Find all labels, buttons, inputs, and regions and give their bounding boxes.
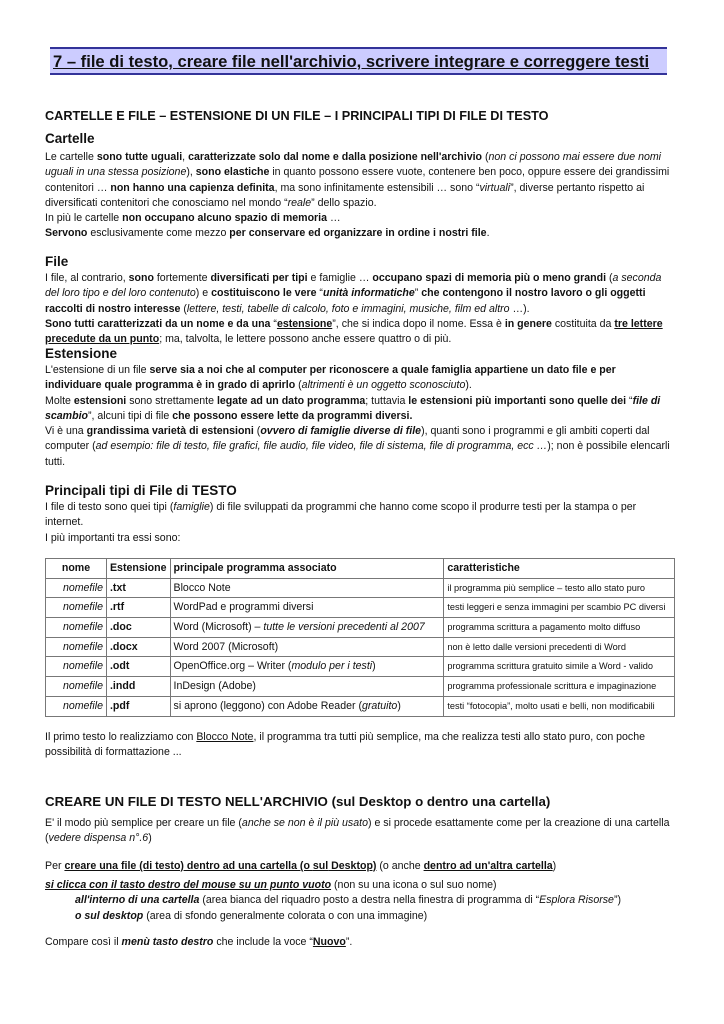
- table-row: [46, 598, 675, 618]
- cell-name: nomefile: [46, 677, 107, 697]
- cell-features: testi “fotocopia”, molto usati e belli, non modificabili: [444, 696, 675, 716]
- table-header-row: [46, 559, 675, 579]
- cell-program: Word 2007 (Microsoft): [170, 637, 444, 657]
- cell-name: nomefile: [46, 696, 107, 716]
- cell-features: non è letto dalle versioni precedenti di Word: [444, 637, 675, 657]
- paragraph-file: I file, al contrario, sono fortemente diversificati per tipi e famiglie … occupano spazi di memoria più o meno grandi (a seconda del loro tipo e del loro contenuto) e costituiscono le vere “unità informatiche” che contengono il nostro lavoro o gli oggetti raccolti di nostro interesse (lettere, testi, tabelle di calcolo, foto e immagini, musiche, film ed altro …). Sono tutti caratterizzati da un nome e da una “estensione”, che si indica dopo il nome. Essa è in genere costituita da tre lettere precedute da un punto; ma, talvolta, le lettere possono anche essere quattro o di più.: [45, 272, 663, 346]
- paragraph-creare-intro: E' il modo più semplice per creare un file (anche se non è il più usato) e si procede esattamente come per la creazione di una cartella (vedere dispensa n°.6): [45, 817, 670, 845]
- cell-extension: .doc: [106, 618, 170, 638]
- heading-file: File: [45, 254, 69, 269]
- cell-extension: .pdf: [106, 696, 170, 716]
- title-banner: [50, 47, 667, 75]
- cell-features: programma professionale scrittura e impaginazione: [444, 677, 675, 697]
- paragraph-creare-per: Per creare una file (di testo) dentro ad una cartella (o sul Desktop) (o anche dentro ad un'altra cartella): [45, 860, 557, 872]
- paragraph-cartelle: Le cartelle sono tutte uguali, caratterizzate solo dal nome e dalla posizione nell'archivio (non ci possono mai essere due nomi uguali in una stessa posizione), sono elastiche in quanto possono essere vuote, contenere ben poco, oppure essere dei grandissimi contenitori … non hanno una capienza definita, ma sono infinitamente estensibili … sono “virtuali”, diverse pertanto rispetto ai diversificati contenitori che conosciamo nel mondo “reale” dello spazio. In più le cartelle non occupano alcuno spazio di memoria … Servono esclusivamente come mezzo per conservare ed organizzare in ordine i nostri file.: [45, 151, 670, 240]
- paragraph-creare-steps: si clicca con il tasto destro del mouse su un punto vuoto (non su una icona o sul suo nome) all'interno di una cartella (area bianca del riquadro posto a destra nella finestra di programma di “Esplora Risorse”) o sul desktop (area di sfondo generalmente colorata o con una immagine): [45, 879, 622, 922]
- column-header: principale programma associato: [170, 559, 444, 579]
- cell-name: nomefile: [46, 657, 107, 677]
- table-row: [46, 696, 675, 716]
- cell-extension: .txt: [106, 578, 170, 598]
- cell-program: InDesign (Adobe): [170, 677, 444, 697]
- cell-extension: .rtf: [106, 598, 170, 618]
- cell-extension: .docx: [106, 637, 170, 657]
- column-header: caratteristiche: [444, 559, 675, 579]
- paragraph-after-table: Il primo testo lo realizziamo con Blocco Note, il programma tra tutti più semplice, ma che realizza testi allo stato puro, con poche possibilità di formattazione ...: [45, 731, 646, 759]
- cell-extension: .odt: [106, 657, 170, 677]
- cell-features: testi leggeri e senza immagini per scambio PC diversi: [444, 598, 675, 618]
- paragraph-creare-menu: Compare così il menù tasto destro che include la voce “Nuovo”.: [45, 936, 353, 948]
- cell-name: nomefile: [46, 637, 107, 657]
- cell-program: Word (Microsoft) – tutte le versioni precedenti al 2007: [170, 618, 444, 638]
- cell-features: programma scrittura a pagamento molto diffuso: [444, 618, 675, 638]
- cell-name: nomefile: [46, 578, 107, 598]
- cell-extension: .indd: [106, 677, 170, 697]
- heading-principali-tipi: Principali tipi di File di TESTO: [45, 483, 237, 498]
- section-heading-cartelle-file: CARTELLE E FILE – ESTENSIONE DI UN FILE – I PRINCIPALI TIPI DI FILE DI TESTO: [45, 109, 549, 123]
- section-heading-creare-file: CREARE UN FILE DI TESTO NELL'ARCHIVIO (sul Desktop o dentro una cartella): [45, 794, 551, 809]
- document-title: 7 – file di testo, creare file nell'archivio, scrivere integrare e correggere testi: [53, 52, 650, 71]
- table-row: [46, 657, 675, 677]
- table-row: [46, 578, 675, 598]
- cell-name: nomefile: [46, 618, 107, 638]
- cell-program: WordPad e programmi diversi: [170, 598, 444, 618]
- column-header: Estensione: [106, 559, 170, 579]
- paragraph-estensione: L'estensione di un file serve sia a noi che al computer per riconoscere a quale famiglia appartiene un dato file e per individuare quale programma è in grado di aprirlo (altrimenti è un oggetto sconosciuto). Molte estensioni sono strettamente legate ad un dato programma; tuttavia le estensioni più importanti sono quelle dei “file di scambio”, alcuni tipi di file che possono essere lette da programmi diversi. Vi è una grandissima varietà di estensioni (ovvero di famiglie diverse di file), quanti sono i programmi e gli ambiti coperti dal computer (ad esempio: file di testo, file grafici, file audio, file video, file di sistema, file di programma, ecc …); non è possibile elencarli tutti.: [45, 364, 670, 468]
- cell-program: si aprono (leggono) con Adobe Reader (gratuito): [170, 696, 444, 716]
- cell-program: Blocco Note: [170, 578, 444, 598]
- table-row: [46, 637, 675, 657]
- file-types-table: [45, 558, 675, 717]
- cell-program: OpenOffice.org – Writer (modulo per i testi): [170, 657, 444, 677]
- table-row: [46, 618, 675, 638]
- heading-estensione: Estensione: [45, 346, 118, 361]
- paragraph-principali: I file di testo sono quei tipi (famiglie) di file sviluppati da programmi che hanno come scopo il produrre testi per la stampa o per internet. I più importanti tra essi sono:: [45, 501, 637, 544]
- cell-features: programma scrittura gratuito simile a Word - valido: [444, 657, 675, 677]
- cell-name: nomefile: [46, 598, 107, 618]
- column-header: nome: [46, 559, 107, 579]
- table-row: [46, 677, 675, 697]
- heading-cartelle: Cartelle: [45, 131, 95, 146]
- cell-features: il programma più semplice – testo allo stato puro: [444, 578, 675, 598]
